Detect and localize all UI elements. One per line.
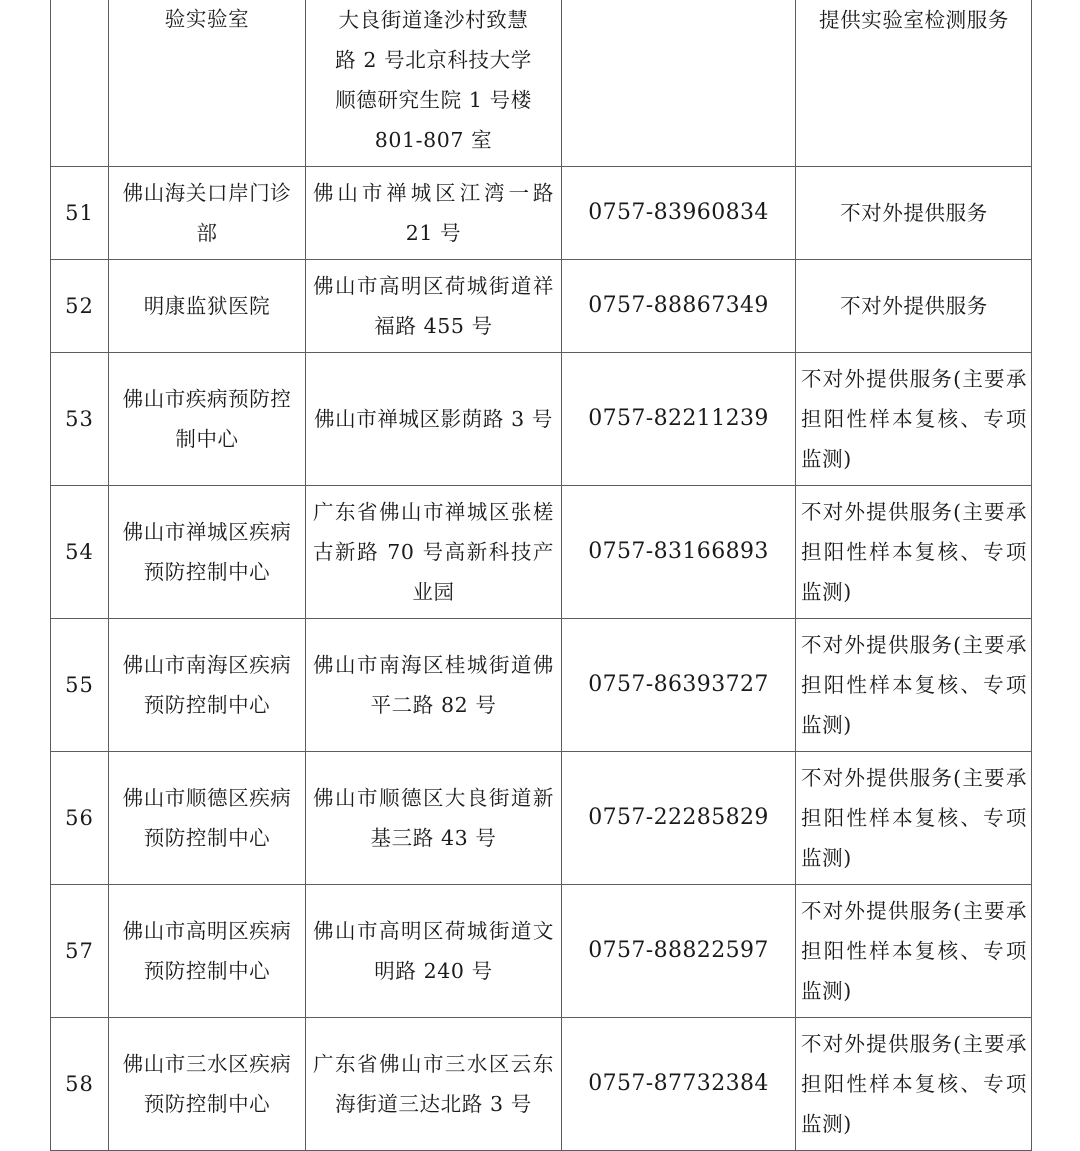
service-note: 不对外提供服务(主要承担阳性样本复核、专项监测) (801, 1032, 1027, 1136)
service-note: 提供实验室检测服务 (819, 8, 1009, 32)
institution-telephone: 0757-88822597 (588, 938, 769, 963)
cell-address (306, 353, 562, 486)
cell-name (109, 167, 306, 260)
cell-no (51, 885, 109, 1018)
service-note: 不对外提供服务(主要承担阳性样本复核、专项监测) (801, 367, 1027, 471)
row-number: 57 (65, 939, 94, 963)
row-number: 51 (65, 201, 94, 225)
cell-no (51, 0, 109, 167)
institution-name: 明康监狱医院 (143, 294, 271, 318)
cell-no (51, 353, 109, 486)
row-number: 56 (65, 806, 94, 830)
institution-address: 广东省佛山市三水区云东海街道三达北路 3 号 (313, 1052, 554, 1116)
service-note: 不对外提供服务(主要承担阳性样本复核、专项监测) (801, 899, 1027, 1003)
cell-telephone (562, 0, 796, 167)
cell-address (306, 752, 562, 885)
row-number: 55 (65, 673, 94, 697)
cell-telephone (562, 167, 796, 260)
service-note: 不对外提供服务 (840, 201, 988, 225)
institution-address: 佛山市高明区荷城街道祥福路 455 号 (313, 274, 554, 338)
institution-address (306, 0, 561, 166)
cell-name (109, 1018, 306, 1151)
row-number: 53 (65, 407, 94, 431)
cell-name (109, 752, 306, 885)
cell-address (306, 486, 562, 619)
cell-note (796, 885, 1032, 1018)
institution-name: 验实验室 (164, 7, 250, 31)
table-row-continued (51, 0, 1032, 167)
cell-telephone (562, 885, 796, 1018)
institution-name: 佛山海关口岸门诊部 (122, 181, 292, 245)
cell-telephone (562, 752, 796, 885)
cell-no (51, 619, 109, 752)
address-line: 大良街道逢沙村致慧 (338, 8, 529, 32)
cell-telephone (562, 486, 796, 619)
institution-table (50, 0, 1032, 1151)
cell-address (306, 885, 562, 1018)
institution-address: 佛山市高明区荷城街道文明路 240 号 (313, 919, 554, 983)
table-row (51, 752, 1032, 885)
institution-name: 佛山市顺德区疾病预防控制中心 (122, 786, 292, 850)
institution-name: 佛山市三水区疾病预防控制中心 (122, 1052, 292, 1116)
institution-address: 佛山市顺德区大良街道新基三路 43 号 (313, 786, 554, 850)
table-row (51, 1018, 1032, 1151)
table-row (51, 885, 1032, 1018)
institution-name: 佛山市疾病预防控制中心 (122, 387, 292, 451)
cell-no (51, 486, 109, 619)
institution-address: 佛山市禅城区影荫路 3 号 (314, 407, 553, 431)
cell-name (109, 260, 306, 353)
address-line: 顺德研究生院 1 号楼 (335, 88, 532, 112)
table-row (51, 167, 1032, 260)
institution-telephone: 0757-87732384 (588, 1071, 769, 1096)
institution-name: 佛山市高明区疾病预防控制中心 (122, 919, 292, 983)
cell-name (109, 619, 306, 752)
row-number: 58 (65, 1072, 94, 1096)
institution-telephone: 0757-83166893 (588, 539, 769, 564)
cell-telephone (562, 1018, 796, 1151)
cell-note (796, 1018, 1032, 1151)
institution-telephone: 0757-86393727 (588, 672, 769, 697)
cell-note (796, 260, 1032, 353)
service-note: 不对外提供服务(主要承担阳性样本复核、专项监测) (801, 633, 1027, 737)
cell-name (109, 353, 306, 486)
service-note: 不对外提供服务 (840, 294, 988, 318)
cell-address (306, 0, 562, 167)
cell-name (109, 486, 306, 619)
cell-telephone (562, 353, 796, 486)
table-row (51, 353, 1032, 486)
table-row (51, 486, 1032, 619)
cell-name (109, 885, 306, 1018)
institution-telephone: 0757-22285829 (588, 805, 769, 830)
cell-address (306, 167, 562, 260)
address-line: 801-807 室 (374, 128, 493, 152)
cell-note (796, 619, 1032, 752)
cell-note (796, 167, 1032, 260)
cell-no (51, 167, 109, 260)
cell-note (796, 0, 1032, 167)
table-body (51, 0, 1032, 1151)
cell-no (51, 260, 109, 353)
cell-note (796, 353, 1032, 486)
cell-note (796, 752, 1032, 885)
row-number: 54 (65, 540, 94, 564)
cell-address (306, 1018, 562, 1151)
institution-telephone: 0757-82211239 (588, 406, 769, 431)
cell-no (51, 1018, 109, 1151)
institution-address: 广东省佛山市禅城区张槎古新路 70 号高新科技产业园 (313, 500, 554, 604)
cell-no (51, 752, 109, 885)
service-note: 不对外提供服务(主要承担阳性样本复核、专项监测) (801, 766, 1027, 870)
service-note: 不对外提供服务(主要承担阳性样本复核、专项监测) (801, 500, 1027, 604)
institution-name: 佛山市禅城区疾病预防控制中心 (122, 520, 292, 584)
row-number: 52 (65, 294, 94, 318)
cell-address (306, 619, 562, 752)
cell-name (109, 0, 306, 167)
cell-telephone (562, 260, 796, 353)
institution-address: 佛山市禅城区江湾一路 21 号 (313, 181, 554, 245)
institution-name: 佛山市南海区疾病预防控制中心 (122, 653, 292, 717)
address-line: 路 2 号北京科技大学 (335, 48, 532, 72)
cell-address (306, 260, 562, 353)
cell-telephone (562, 619, 796, 752)
institution-telephone: 0757-83960834 (588, 200, 769, 225)
cell-note (796, 486, 1032, 619)
table-row (51, 619, 1032, 752)
institution-telephone: 0757-88867349 (588, 293, 769, 318)
institution-address: 佛山市南海区桂城街道佛平二路 82 号 (313, 653, 554, 717)
table-row (51, 260, 1032, 353)
